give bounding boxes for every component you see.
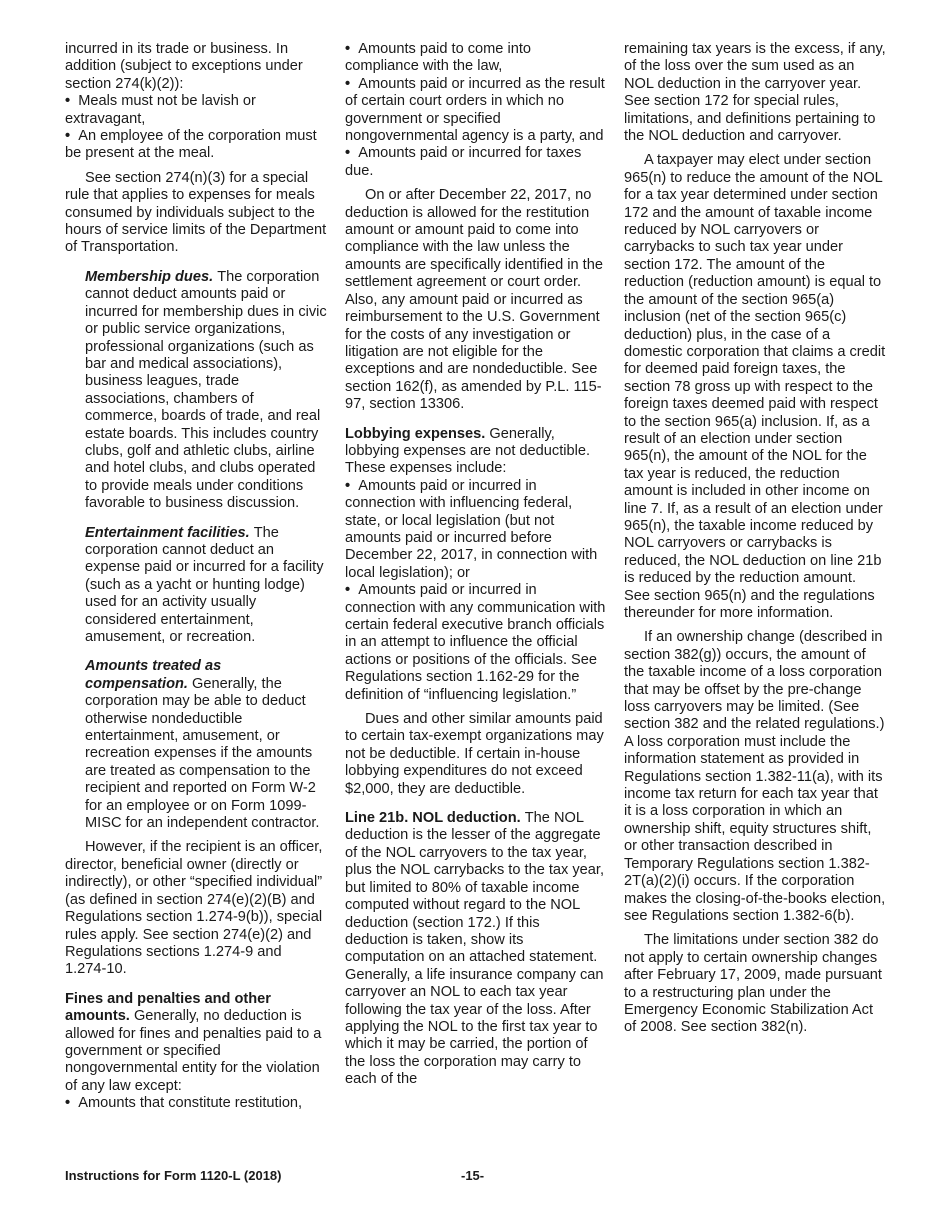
paragraph: A taxpayer may elect under section 965(n) to reduce the amount of the NOL for a tax year determined under section 172 and the amount of taxable income reduced by NOL carryovers or carrybacks to such tax year under section 172. The amount of the reduction (reduction amount) is equal to the amount of the section 965(a) inclusion (net of the section 965(c) deduction) plus, in the case of a domestic corporation that claims a credit for deemed paid foreign taxes, the section 78 gross up with respect to the foreign taxes deemed paid with respect to the section 965(a) inclusion. If, as a result of an election under section 965(n), the amount of the NOL for the tax year is reduced, the reduction amount is included in other income on line 7. If, as a result of an election under 965(n), the taxable income reduced by NOL carryovers or carrybacks is reduced, the NOL deduction on line 21b is reduced by the reduction amount. See section 965(n) and the regulations thereunder for more information. [624, 152, 886, 621]
paragraph: However, if the recipient is an officer, director, beneficial owner (directly or indirectly), or other “specified individual” (as defined in section 274(e)(2)(B) and Regulations section 1.274-9(b)), special rules apply. See section 274(e)(2) and Regulations sections 1.274-9 and 1.274-10. [65, 839, 323, 978]
heading-lobbying-expenses: Lobbying expenses. [345, 425, 486, 442]
section-lobbying-expenses [345, 426, 607, 478]
heading-entertainment-facilities: Entertainment facilities. [85, 524, 250, 541]
paragraph: See section 274(n)(3) for a special rule that applies to expenses for meals consumed by individuals subject to the hours of service limits of the Department of Transportation. [65, 169, 327, 256]
heading-nol-deduction: Line 21b. NOL deduction. [345, 810, 521, 827]
column-left [65, 41, 327, 1113]
paragraph: remaining tax years is the excess, if any, of the loss over the sum used as an NOL deduction in the carryover year. See section 172 for special rules, limitations, and definitions pertaining to the NOL deduction and carryover. [624, 41, 886, 145]
heading-fines-and-penalties: Fines and penalties and other amounts. [65, 990, 271, 1025]
heading-membership-dues: Membership dues. [85, 268, 214, 285]
paragraph: incurred in its trade or business. In addition (subject to exceptions under section 274(k)(2)): [65, 41, 303, 92]
heading-amounts-treated-as-compensation: Amounts treated as compensation. [85, 658, 222, 692]
bullet-item: • Amounts paid or incurred in connection with any communication with certain federal executive branch officials in an attempt to influence the official actions or positions of the officials. See Regulations section 1.162-29 for the definition of “influencing legislation.” [345, 582, 607, 704]
footer-page-number: -15- [461, 1168, 485, 1183]
bullet-item: • Meals must not be lavish or extravagant, [65, 93, 327, 128]
bullet-item: • Amounts paid or incurred as the result of certain court orders in which no government or specified nongovernmental agency is a party, and [345, 76, 607, 146]
paragraph: If an ownership change (described in section 382(g)) occurs, the amount of the taxable income of a loss corporation that may be offset by the pre-change loss carryovers may be limited. (See section 382 and the related regulations.) A loss corporation must include the information statement as provided in Regulations section 1.382-11(a), with its income tax return for each tax year that it is a loss corporation in which an ownership shift, equity structures shift, or other transaction described in Temporary Regulations section 1.382-2T(a)(2)(i) occurs. If the corporation makes the closing-of-the-books election, see Regulations section 1.382-6(b). [624, 629, 886, 924]
paragraph: Generally, lobbying expenses are not deductible. These expenses include: [345, 425, 591, 477]
paragraph: The limitations under section 382 do not apply to certain ownership changes after February 17, 2009, made pursuant to a restructuring plan under the Emergency Economic Stabilization Act of 2008. See section 382(n). [624, 932, 882, 1036]
section-amounts-treated-as-compensation [65, 658, 327, 832]
section-fines-and-penalties [65, 991, 327, 1095]
paragraph: The corporation cannot deduct amounts paid or incurred for membership dues in civic or public service organizations, professional organizations (such as bar and medical associations), business leagues, trade associations, chambers of commerce, boards of trade, and real estate boards. This includes country clubs, golf and athletic clubs, airline and hotel clubs, and clubs operated to provide meals under conditions favorable to business discussion. [85, 268, 327, 512]
paragraph: The NOL deduction is the lesser of the aggregate of the NOL carryovers to the tax year, plus the NOL carrybacks to the tax year, but limited to 80% of taxable income computed without regard to the NOL deduction (section 172.) If this deduction is taken, show its computation on an attached statement. Generally, a life insurance company can carryover an NOL to each tax year following the tax year of the loss. After applying the NOL to the first tax year to which it may be carried, the portion of the loss the corporation may carry to each of the [345, 810, 605, 1088]
section-membership-dues [65, 269, 327, 513]
bullet-item: • An employee of the corporation must be present at the meal. [65, 128, 327, 163]
paragraph: Dues and other similar amounts paid to certain tax-exempt organizations may not be deductible. If certain in-house lobbying expenditures do not exceed $2,000, they are deductible. [345, 711, 604, 797]
bullet-item: • Amounts paid to come into compliance with the law, [345, 41, 607, 76]
column-middle [345, 41, 607, 1089]
bullet-item: • Amounts that constitute restitution, [65, 1095, 327, 1112]
footer-form-title: Instructions for Form 1120-L (2018) [65, 1168, 282, 1183]
paragraph: The corporation cannot deduct an expense paid or incurred for a facility (such as a yacht or hunting lodge) used for an activity usually considered entertainment, amusement, or recreation. [85, 524, 324, 645]
paragraph: On or after December 22, 2017, no deduction is allowed for the restitution amount or amount paid to come into compliance with the law unless the amounts are specifically identified in the settlement agreement or court order. Also, any amount paid or incurred as reimbursement to the U.S. Government for the costs of any investigation or litigation are not eligible for the exceptions and are nondeductible. See section 162(f), as amended by P.L. 115-97, section 13306. [345, 187, 603, 413]
paragraph: Generally, no deduction is allowed for fines and penalties paid to a government or specified nongovernmental entity for the violation of any law except: [65, 1008, 322, 1094]
bullet-item: • Amounts paid or incurred for taxes due. [345, 145, 607, 180]
section-entertainment-facilities [65, 525, 327, 647]
bullet-item: • Amounts paid or incurred in connection with influencing federal, state, or local legislation (but not amounts paid or incurred before December 22, 2017, in connection with local legislation); or [345, 478, 607, 582]
column-right [624, 41, 886, 1037]
paragraph: Generally, the corporation may be able to deduct otherwise nondeductible entertainment, amusement, or recreation expenses if the amounts are treated as compensation to the recipient and reported on Form W-2 for an employee or on Form 1099-MISC for an independent contractor. [85, 675, 320, 832]
section-nol-deduction [345, 810, 607, 1089]
